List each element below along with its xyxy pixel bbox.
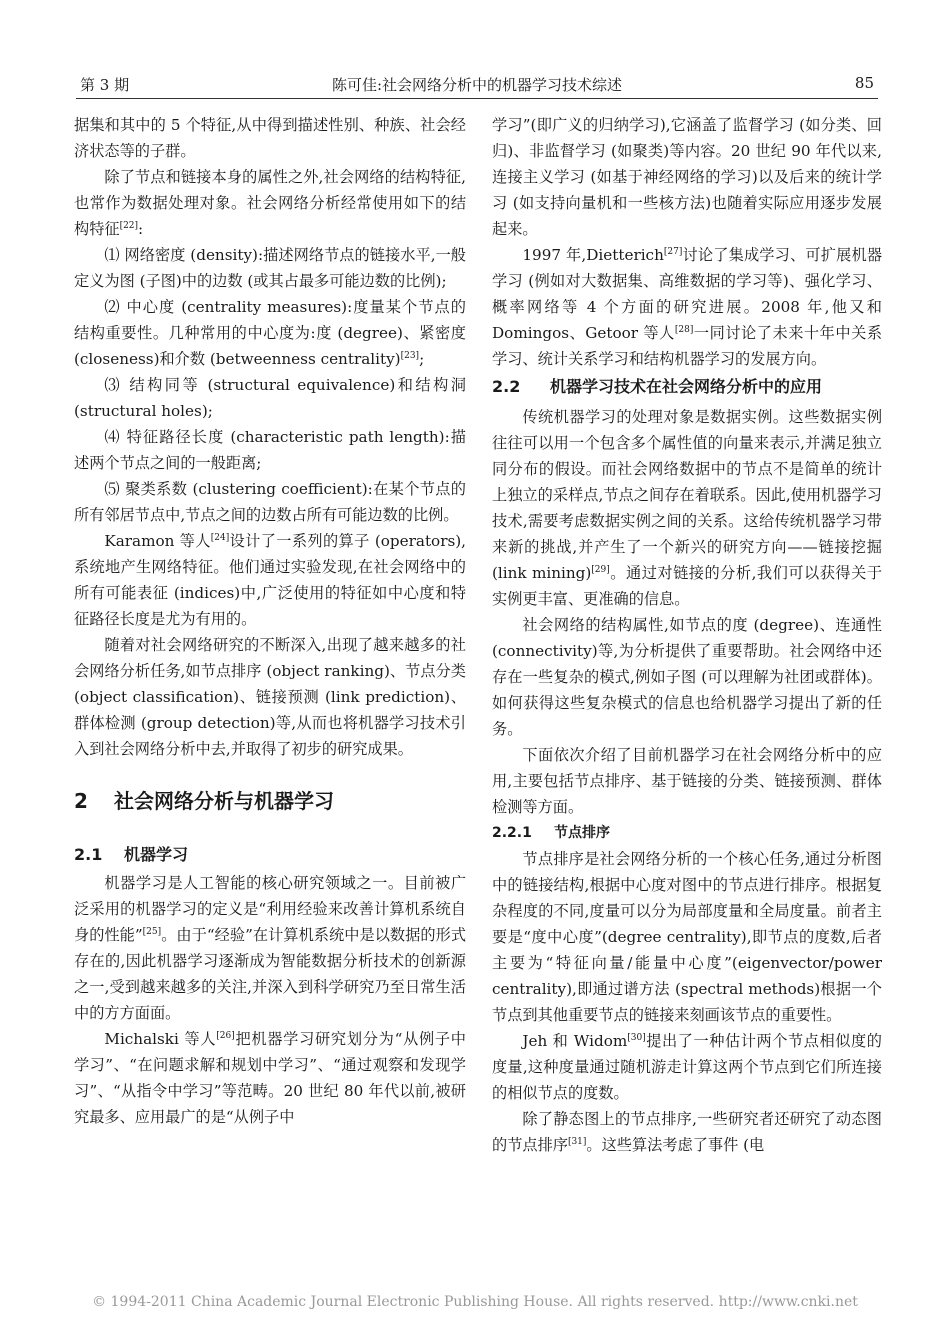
issue-number: 第 3 期 — [80, 76, 130, 94]
paragraph-text: 讨论了集成学习、可扩展机器学习 (例如对大数据集、高维数据的学习等)、强化学习、概率网络等 4 个方面的研究进展。2008 年,他又和 Domingos、Getoor 等人 — [492, 246, 883, 342]
running-title: 陈可佳:社会网络分析中的机器学习技术综述 — [331, 76, 623, 94]
paragraph-text: 机器学习是人工智能的核心研究领域之一。目前被广泛采用的机器学习的定义是“利用经验来改善计算机系统自身的性能” — [74, 874, 466, 944]
subsection-heading — [492, 374, 882, 400]
left-column — [74, 112, 466, 1130]
list-item-text: ; — [419, 350, 425, 368]
paragraph: 随着对社会网络研究的不断深入,出现了越来越多的社会网络分析任务,如节点排序 (object ranking)、节点分类 (object classification)、链接预测 (link prediction)、群体检测 (group detection)等,从而也将机器学习技术引入到社会网络分析中去,并取得了初步的研究成果。 — [74, 636, 466, 758]
paragraph-text: 把机器学习研究划分为“从例子中学习”、“在问题求解和规划中学习”、“通过观察和发现学习”、“从指令中学习”等范畴。20 世纪 80 年代以前,被研究最多、应用最广的是“从例子中 — [74, 1030, 466, 1126]
paragraph — [492, 1106, 882, 1158]
paragraph-text: 1997 年,Dietterich — [522, 246, 664, 264]
list-item: ⑸ 聚类系数 (clustering coefficient):在某个节点的所有邻居节点中,节点之间的边数占所有可能边数的比例。 — [74, 480, 466, 524]
paragraph-text: 除了静态图上的节点排序,一些研究者还研究了动态图的节点排序 — [492, 1110, 882, 1154]
subsubsection-heading — [492, 820, 882, 846]
paragraph — [492, 1028, 882, 1106]
subsection-heading — [74, 842, 466, 868]
paragraph-text: 。由于“经验”在计算机系统中是以数据的形式存在的,因此机器学习逐渐成为智能数据分析技术的创新源之一,受到越来越多的关注,并深入到科学研究乃至日常生活中的方方面面。 — [74, 926, 467, 1022]
list-item: ⑷ 特征路径长度 (characteristic path length):描述两个节点之间的一般距离; — [74, 428, 466, 472]
list-item-text: ⑵ 中心度 (centrality measures):度量某个节点的结构重要性。几种常用的中心度为:度 (degree)、紧密度 (closeness)和介数 (betweenness centrality) — [74, 298, 466, 368]
subsubsection-number: 2.2.1 — [492, 825, 532, 841]
citation: [25] — [142, 927, 162, 937]
paragraph-text: 提出了一种估计两个节点相似度的度量,这种度量通过随机游走计算这两个节点到它们所连接的相似节点的度数。 — [492, 1032, 882, 1102]
paragraph-text: : — [138, 220, 144, 238]
paragraph-text: Karamon 等人 — [104, 532, 211, 550]
citation: [29] — [591, 565, 610, 575]
citation: [22] — [119, 221, 139, 231]
section-number: 2 — [74, 789, 88, 813]
running-header — [76, 70, 878, 99]
paragraph — [74, 528, 466, 632]
paragraph-text: 。这些算法考虑了事件 (电 — [586, 1136, 765, 1154]
paragraph-text: 设计了一系列的算子 (operators),系统地产生网络特征。他们通过实验发现,在社会网络中的所有可能表征 (indices)中,广泛使用的特征如中心度和特征路径长度是尤为有用的。 — [74, 532, 467, 628]
paragraph-text: 。通过对链接的分析,我们可以获得关于实例更丰富、更准确的信息。 — [492, 564, 883, 608]
paragraph: 节点排序是社会网络分析的一个核心任务,通过分析图中的链接结构,根据中心度对图中的节点进行排序。根据复杂程度的不同,度量可以分为局部度量和全局度量。前者主要是“度中心度”(degree centrality),即节点的度数,后者主要为“特征向量/能量中心度”(eigenvector/power centrality),即通过谱方法 (spectral methods)根据一个节点到其他重要节点的链接来刻画该节点的重要性。 — [492, 850, 882, 1024]
page-number: 85 — [854, 74, 874, 92]
paragraph-text: Michalski 等人 — [104, 1030, 217, 1048]
citation: [23] — [400, 351, 420, 361]
copyright-watermark: © 1994-2011 China Academic Journal Electronic Publishing House. All rights reserved. http://www.cnki.net — [92, 1294, 858, 1310]
paragraph-text: 一同讨论了未来十年中关系学习、统计关系学习和结构机器学习的发展方向。 — [492, 324, 883, 368]
citation: [30] — [627, 1033, 646, 1043]
citation: [28] — [674, 325, 694, 335]
citation: [24] — [210, 533, 230, 543]
paragraph-text: 除了节点和链接本身的属性之外,社会网络的结构特征,也常作为数据处理对象。社会网络分析经常使用如下的结构特征 — [74, 168, 466, 238]
paragraph — [492, 242, 882, 372]
section-title: 社会网络分析与机器学习 — [114, 789, 334, 813]
citation: [26] — [216, 1031, 235, 1041]
citation: [31] — [567, 1137, 587, 1147]
paragraph — [74, 1026, 466, 1130]
paragraph — [74, 870, 466, 1026]
list-item: ⑶ 结构同等 (structural equivalence)和结构洞 (structural holes); — [74, 376, 466, 420]
list-item: ⑴ 网络密度 (density):描述网络节点的链接水平,一般定义为图 (子图)中的边数 (或其占最多可能边数的比例); — [74, 246, 466, 290]
subsection-title: 机器学习 — [124, 845, 189, 864]
paragraph: 学习”(即广义的归纳学习),它涵盖了监督学习 (如分类、回归)、非监督学习 (如聚类)等内容。20 世纪 90 年代以来,连接主义学习 (如基于神经网络的学习)以及后来的统计学习 (如支持向量机和一些核方法)也随着实际应用逐步发展起来。 — [492, 116, 882, 238]
subsubsection-title: 节点排序 — [554, 825, 610, 841]
section-heading — [74, 786, 466, 816]
paragraph: 据集和其中的 5 个特征,从中得到描述性别、种族、社会经济状态等的子群。 — [74, 116, 466, 160]
citation: [27] — [663, 247, 683, 257]
subsection-title: 机器学习技术在社会网络分析中的应用 — [550, 377, 823, 396]
paragraph: 下面依次介绍了目前机器学习在社会网络分析中的应用,主要包括节点排序、基于链接的分类、链接预测、群体检测等方面。 — [492, 746, 882, 816]
right-column — [492, 112, 882, 1158]
paragraph-text: Jeh 和 Widom — [522, 1032, 628, 1050]
paragraph-text: 传统机器学习的处理对象是数据实例。这些数据实例往往可以用一个包含多个属性值的向量来表示,并满足独立同分布的假设。而社会网络数据中的节点不是简单的统计上独立的采样点,节点之间存在着联系。因此,使用机器学习技术,需要考虑数据实例之间的关系。这给传统机器学习带来新的挑战,并产生了一个新兴的研究方向——链接挖掘 (link mining) — [492, 408, 882, 582]
paragraph — [74, 164, 466, 242]
subsection-number: 2.2 — [492, 377, 521, 396]
paragraph — [492, 404, 882, 612]
list-item — [74, 294, 466, 372]
subsection-number: 2.1 — [74, 845, 103, 864]
paragraph: 社会网络的结构属性,如节点的度 (degree)、连通性 (connectivity)等,为分析提供了重要帮助。社会网络中还存在一些复杂的模式,例如子图 (可以理解为社团或群体)。如何获得这些复杂模式的信息也给机器学习提出了新的任务。 — [492, 616, 882, 738]
